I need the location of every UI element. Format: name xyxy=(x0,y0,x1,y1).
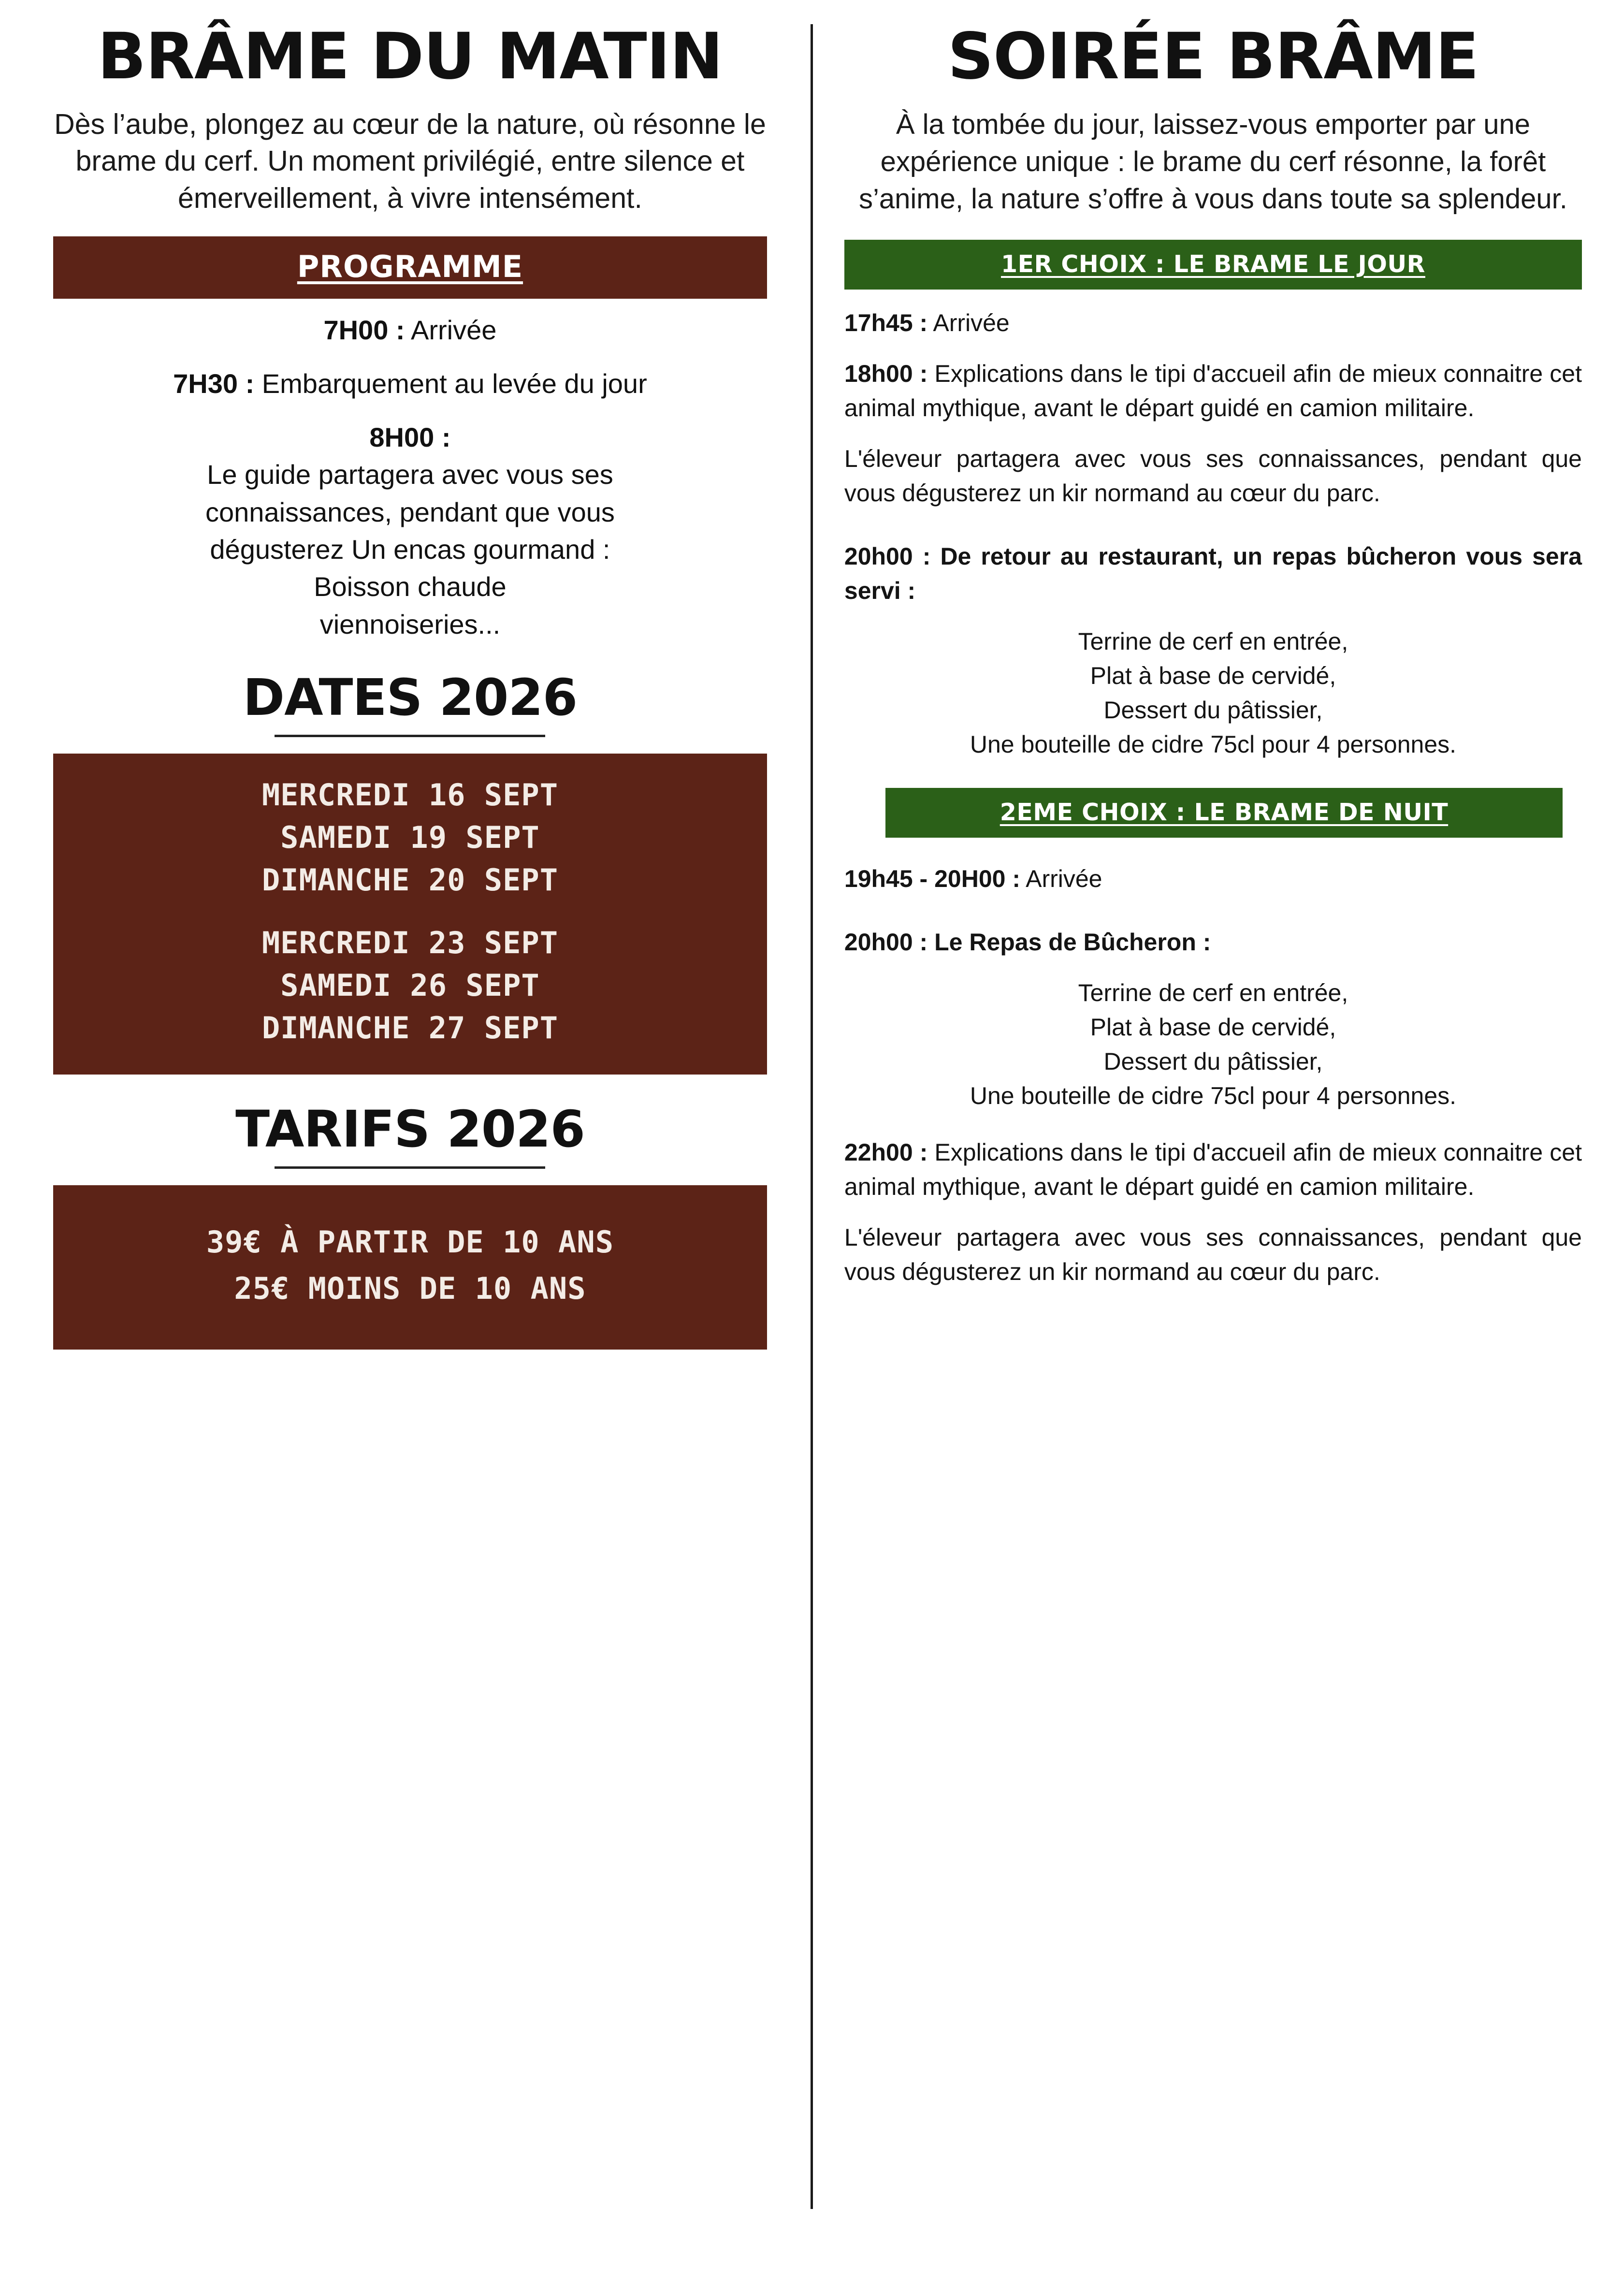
evening-column xyxy=(827,19,1599,2277)
programme-item-time: 7H30 : xyxy=(173,368,255,399)
date-item: MERCREDI 16 SEPT xyxy=(261,777,559,813)
spacer xyxy=(844,1113,1582,1135)
date-item: MERCREDI 23 SEPT xyxy=(261,925,559,960)
choice-two-banner xyxy=(885,788,1563,838)
date-item: DIMANCHE 20 SEPT xyxy=(261,862,559,898)
dates-gap xyxy=(68,901,753,922)
date-item: DIMANCHE 27 SEPT xyxy=(261,1010,559,1046)
dates-box xyxy=(53,754,767,1075)
choice-one-menu-line: Dessert du pâtissier, xyxy=(1103,697,1323,724)
programme-item xyxy=(53,311,767,349)
choice-two-explanations-time: 22h00 : xyxy=(844,1139,928,1166)
choice-one-menu-line: Plat à base de cervidé, xyxy=(1090,662,1336,689)
dates-rule xyxy=(275,735,545,737)
choice-one-explanations-time: 18h00 : xyxy=(844,360,928,387)
choice-one-explanations-text: Explications dans le tipi d'accueil afin de mieux connaitre cet animal mythique, avant le départ guidé en camion militaire. xyxy=(844,360,1582,421)
choice-one-explanations-part2: L'éleveur partagera avec vous ses connaissances, pendant que vous dégusterez un kir normand au cœur du parc. xyxy=(844,445,1582,507)
tarifs-box xyxy=(53,1185,767,1350)
tarif-item: 39€ À PARTIR DE 10 ANS xyxy=(206,1224,614,1260)
spacer xyxy=(844,527,1582,539)
choice-two-arrival-text: Arrivée xyxy=(1020,865,1102,892)
choice-two-arrival xyxy=(844,862,1582,896)
programme-item xyxy=(53,365,767,402)
choice-one-menu-line: Une bouteille de cidre 75cl pour 4 personnes. xyxy=(970,731,1457,758)
choice-one-meal-time: 20h00 : De retour au restaurant, un repas bûcheron vous sera servi : xyxy=(844,543,1582,604)
spacer xyxy=(844,913,1582,925)
choice-two-explanations-part2: L'éleveur partagera avec vous ses connaissances, pendant que vous dégusterez un kir normand au cœur du parc. xyxy=(844,1224,1582,1285)
programme-block-line: Boisson chaude xyxy=(314,571,507,602)
choice-one-banner-label: 1ER CHOIX : LE BRAME LE JOUR xyxy=(1000,250,1425,278)
programme-item-text: Embarquement au levée du jour xyxy=(254,368,647,399)
column-divider xyxy=(811,24,813,2209)
morning-column xyxy=(24,19,796,2277)
choice-one-arrival xyxy=(844,306,1582,340)
choice-two-meal-heading xyxy=(844,925,1582,959)
programme-block xyxy=(53,419,767,643)
choice-two-menu-line: Terrine de cerf en entrée, xyxy=(1078,979,1348,1006)
tarif-item: 25€ MOINS DE 10 ANS xyxy=(234,1271,586,1307)
choice-one-banner xyxy=(844,240,1582,290)
choice-two-arrival-time: 19h45 - 20H00 : xyxy=(844,865,1020,892)
programme-block-line: Le guide partagera avec vous ses xyxy=(207,459,613,490)
programme-item-text: Arrivée xyxy=(405,314,497,345)
programme-block-time: 8H00 : xyxy=(369,422,451,453)
intro-evening: À la tombée du jour, laissez-vous emporter par une expérience unique : le brame du cerf résonne, la forêt s’anime, la nature s’offre à vous dans toute sa splendeur. xyxy=(858,108,1567,215)
choice-one-arrival-time: 17h45 : xyxy=(844,309,928,336)
choice-two-menu-line: Plat à base de cervidé, xyxy=(1090,1014,1336,1041)
date-item: SAMEDI 19 SEPT xyxy=(280,819,540,855)
choice-one-explanations xyxy=(844,357,1582,425)
choice-two-explanations-text: Explications dans le tipi d'accueil afin de mieux connaitre cet animal mythique, avant le départ guidé en camion militaire. xyxy=(844,1139,1582,1200)
programme-item-time: 7H00 : xyxy=(323,314,405,345)
choice-two-explanations xyxy=(844,1135,1582,1204)
choice-two-meal-time: 20h00 : Le Repas de Bûcheron : xyxy=(844,929,1211,956)
choice-one-menu-line: Terrine de cerf en entrée, xyxy=(1078,628,1348,655)
tarifs-rule xyxy=(275,1166,545,1169)
choice-one-meal-heading xyxy=(844,539,1582,608)
programme-block-line: viennoiseries... xyxy=(319,609,501,639)
programme-block-line: dégusterez Un encas gourmand : xyxy=(210,534,610,565)
dates-title: DATES 2026 xyxy=(243,668,578,727)
page-title-evening: SOIRÉE BRÂME xyxy=(947,19,1479,94)
choice-two-menu-line: Dessert du pâtissier, xyxy=(1103,1048,1323,1075)
choice-two-menu-line: Une bouteille de cidre 75cl pour 4 personnes. xyxy=(970,1082,1457,1109)
choice-two-banner-label: 2EME CHOIX : LE BRAME DE NUIT xyxy=(1000,799,1449,826)
date-item: SAMEDI 26 SEPT xyxy=(280,967,540,1003)
page-title-morning: BRÂME DU MATIN xyxy=(97,19,723,94)
programme-block-line: connaissances, pendant que vous xyxy=(205,496,615,527)
programme-banner xyxy=(53,236,767,299)
choice-one-arrival-text: Arrivée xyxy=(927,309,1010,336)
intro-morning: Dès l’aube, plongez au cœur de la nature, où résonne le brame du cerf. Un moment privilégié, entre silence et émerveillement, à vivre intensément. xyxy=(54,108,766,214)
tarifs-title: TARIFS 2026 xyxy=(235,1100,585,1159)
programme-banner-label: PROGRAMME xyxy=(297,248,523,284)
